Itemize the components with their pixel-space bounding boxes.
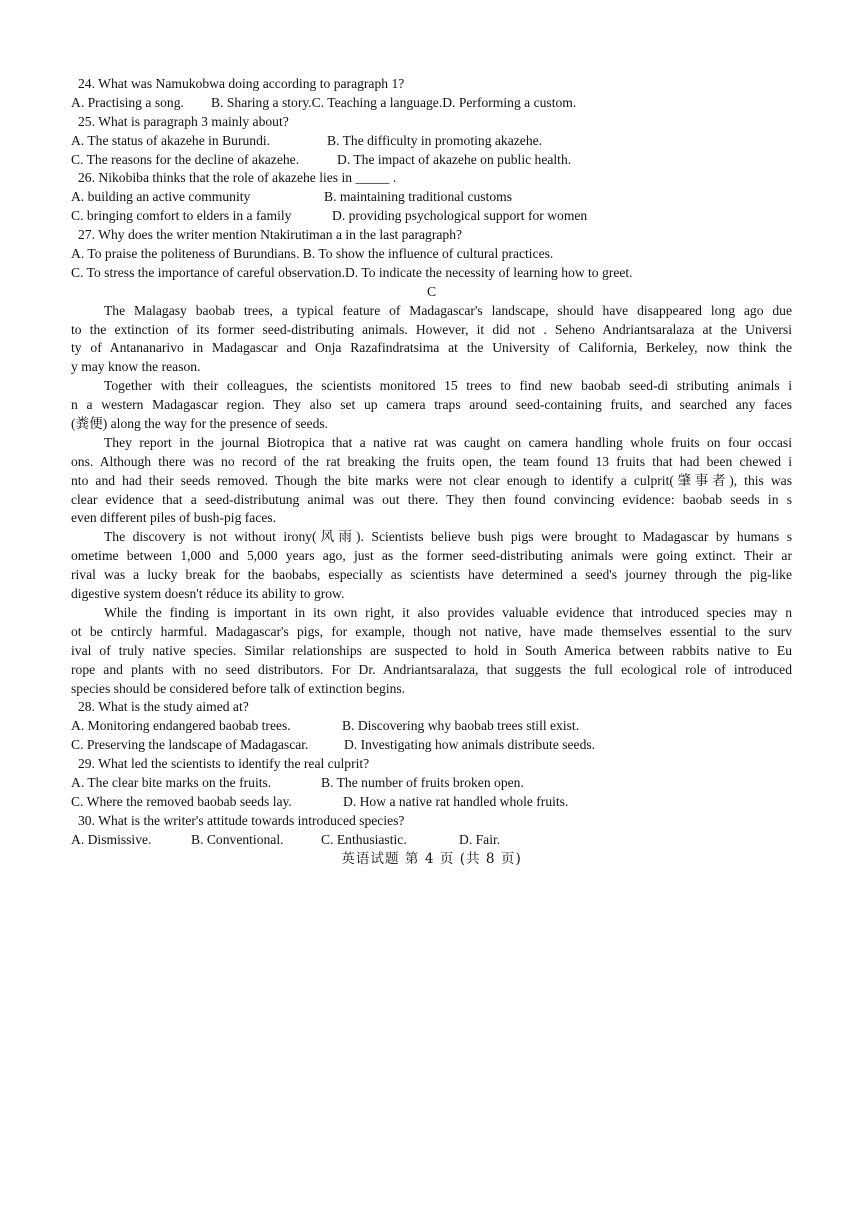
passage-line: ons. Although there was no record of the rat breaking the fruits open, the team found 13 fruits that had been chewed i — [71, 453, 792, 469]
option-d: D. The impact of akazehe on public health. — [337, 151, 572, 167]
question-25-stem: 25. What is paragraph 3 mainly about? — [78, 113, 289, 129]
option-a: A. The status of akazehe in Burundi. — [71, 132, 271, 148]
passage-line: They report in the journal Biotropica that a native rat was caught on camera handling whole fruits on four occasi — [104, 434, 792, 450]
passage-line: While the finding is important in its own right, it also provides valuable evidence that introduced species may n — [104, 604, 792, 620]
question-29-options-row1 — [71, 774, 792, 793]
question-26-stem: 26. Nikobiba thinks that the role of akazehe lies in _____ . — [78, 170, 397, 186]
option-c: C. Where the removed baobab seeds lay. — [71, 793, 292, 809]
passage-line: (粪便) along the way for the presence of seeds. — [71, 416, 329, 432]
option-a: A. Practising a song. — [71, 94, 184, 110]
question-24-options — [71, 94, 792, 113]
passage-line: ometime between 1,000 and 5,000 years ago, just as the former seed-distributing animals were going extinct. Their ar — [71, 548, 792, 564]
option-b: B. The difficulty in promoting akazehe. — [327, 132, 543, 148]
passage-line: Together with their colleagues, the scientists monitored 15 trees to find new baobab seed-di stributing animals i — [104, 378, 792, 394]
passage-paragraph — [71, 528, 792, 604]
option-b: B. The number of fruits broken open. — [321, 774, 524, 790]
option-a: A. building an active community — [71, 189, 251, 205]
option-c: C. Preserving the landscape of Madagascar. — [71, 737, 309, 753]
option-d: D. Fair. — [459, 831, 501, 847]
option-c: C. The reasons for the decline of akazehe. — [71, 151, 300, 167]
passage-paragraph — [71, 434, 792, 528]
passage-line: y may know the reason. — [71, 359, 201, 375]
option-c: C. bringing comfort to elders in a family — [71, 208, 292, 224]
question-25-options-row1 — [71, 132, 792, 151]
option-b: B. maintaining traditional customs — [324, 189, 513, 205]
passage-line: rival was a lucky break for the baobabs, especially as scientists have determined a seed's journey through the pig-like — [71, 567, 792, 583]
passage-line: ival of truly native species. Similar relationships are suspected to hold in South America between rabbits native to Eu — [71, 642, 792, 658]
passage-line: clear evidence that a seed-distributung animal was out there. They then found convincing evidence: baobab seeds in s — [71, 491, 792, 507]
reading-passage — [71, 302, 792, 699]
passage-line: even different piles of bush-pig faces. — [71, 510, 277, 526]
passage-line: digestive system doesn't réduce its ability to grow. — [71, 586, 345, 602]
question-28-stem: 28. What is the study aimed at? — [78, 699, 249, 715]
passage-line: n a western Madagascar region. They also set up camera traps around seed-containing fruits, and searched any faces — [71, 397, 792, 413]
question-30-stem: 30. What is the writer's attitude towards introduced species? — [78, 812, 405, 828]
question-27-options-row2: C. To stress the importance of careful observation.D. To indicate the necessity of learning how to greet. — [71, 264, 633, 280]
page-footer: 英语试题 第 4 页 (共 8 页) — [341, 850, 522, 867]
option-a: A. Dismissive. — [71, 831, 152, 847]
passage-line: rope and plants with no seed distributors. For Dr. Andriantsaralaza, that suggests the full ecological role of introduced — [71, 661, 792, 677]
option-b: B. Discovering why baobab trees still exist. — [342, 718, 580, 734]
option-a: A. The clear bite marks on the fruits. — [71, 774, 272, 790]
passage-paragraph — [71, 302, 792, 378]
option-b-c-d: B. Sharing a story.C. Teaching a language.D. Performing a custom. — [211, 94, 577, 110]
passage-paragraph — [71, 604, 792, 698]
section-label: C — [426, 283, 437, 299]
passage-paragraph — [71, 377, 792, 434]
question-28-options-row2 — [71, 736, 792, 755]
exam-page — [71, 75, 792, 868]
option-d: D. How a native rat handled whole fruits. — [343, 793, 569, 809]
passage-line: The Malagasy baobab trees, a typical feature of Madagascar's landscape, should have disappeared long ago due — [104, 302, 792, 318]
question-26-options-row2 — [71, 207, 792, 226]
option-c: C. Enthusiastic. — [321, 831, 407, 847]
question-29-options-row2 — [71, 793, 792, 812]
question-28-options-row1 — [71, 717, 792, 736]
option-a: A. Monitoring endangered baobab trees. — [71, 718, 291, 734]
option-b: B. Conventional. — [191, 831, 284, 847]
option-d: D. providing psychological support for women — [332, 208, 588, 224]
question-30-options — [71, 831, 792, 850]
passage-line: nto and had their seeds removed. Though the bite marks were not clear enough to identify a culprit(肇事者), this was — [71, 472, 792, 488]
option-d: D. Investigating how animals distribute seeds. — [344, 737, 596, 753]
question-26-options-row1 — [71, 188, 792, 207]
passage-line: species should be considered before talk of extinction begins. — [71, 680, 406, 696]
passage-line: ot be cntircly harmful. Madagascar's pigs, for example, though not native, have made themselves essential to the surv — [71, 623, 792, 639]
question-29-stem: 29. What led the scientists to identify the real culprit? — [78, 756, 370, 772]
question-27-options-row1: A. To praise the politeness of Burundians. B. To show the influence of cultural practices. — [71, 246, 554, 262]
passage-line: ty of Antananarivo in Madagascar and Onja Razafindratsima at the University of California, Berkeley, now think the — [71, 340, 792, 356]
passage-line: to the extinction of its former seed-distributing animals. However, it did not . Seheno Andriantsaralaza at the Universi — [71, 321, 792, 337]
question-27-stem: 27. Why does the writer mention Ntakirutiman a in the last paragraph? — [78, 227, 463, 243]
question-25-options-row2 — [71, 151, 792, 170]
passage-line: The discovery is not without irony(风雨). Scientists believe bush pigs were brought to Madagascar by humans s — [104, 529, 792, 545]
question-24-stem: 24. What was Namukobwa doing according to paragraph 1? — [78, 76, 405, 91]
